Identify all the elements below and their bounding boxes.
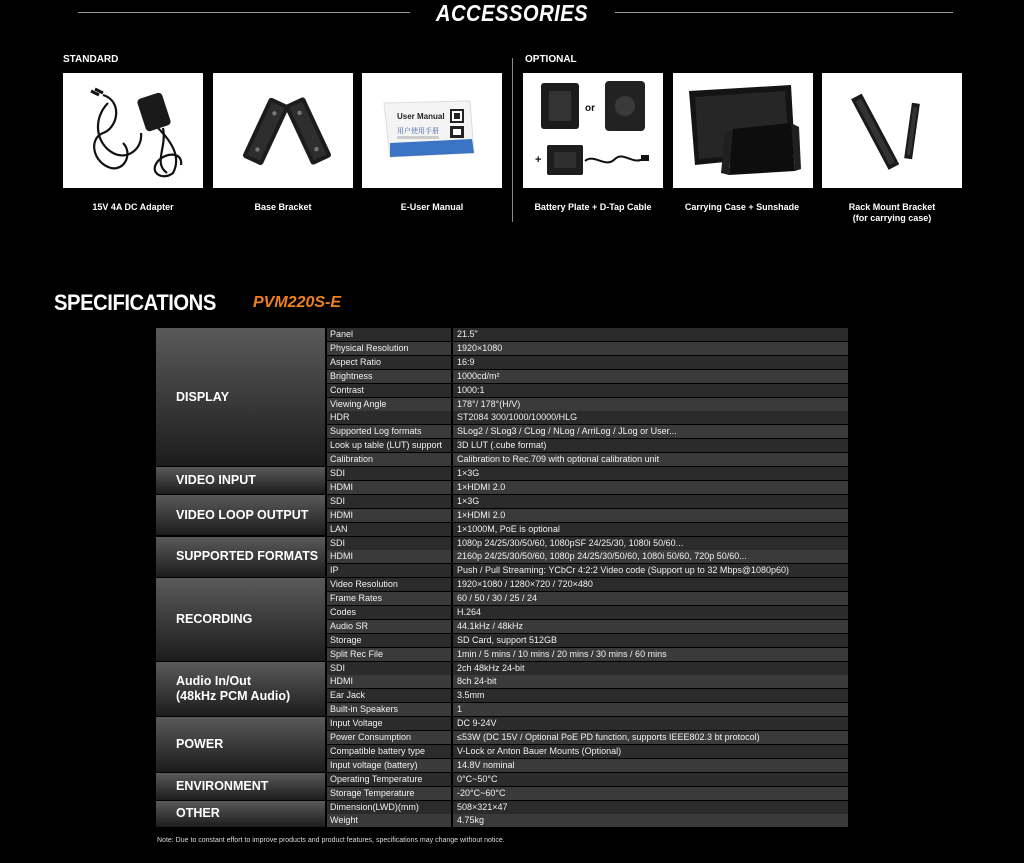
spec-key: HDMI [327, 481, 451, 494]
spec-value: 1920×1080 [453, 342, 848, 355]
spec-row [327, 356, 848, 369]
spec-value: 60 / 50 / 30 / 25 / 24 [453, 592, 848, 605]
spec-row [327, 675, 848, 688]
spec-value: 178°/ 178°(H/V) [453, 398, 848, 411]
spec-category-label: SUPPORTED FORMATS [176, 549, 319, 564]
optional-label: OPTIONAL [525, 54, 577, 65]
user-manual-image [362, 73, 502, 188]
spec-key: Built-in Speakers [327, 703, 451, 716]
spec-value: 16:9 [453, 356, 848, 369]
spec-key: Compatible battery type [327, 745, 451, 758]
spec-row [327, 662, 848, 675]
spec-value: 14.8V nominal [453, 759, 848, 772]
manual-icon [362, 73, 502, 188]
dc-adapter-caption: 15V 4A DC Adapter [92, 202, 174, 212]
spec-key: Panel [327, 328, 451, 341]
spec-key: HDMI [327, 675, 451, 688]
spec-value: 1 [453, 703, 848, 716]
spec-category [156, 801, 325, 828]
spec-value: Calibration to Rec.709 with optional calibration unit [453, 453, 848, 466]
bracket-icon [213, 73, 353, 188]
spec-key: Input voltage (battery) [327, 759, 451, 772]
spec-category-label: Audio In/Out [176, 673, 251, 688]
spec-key: SDI [327, 662, 451, 675]
spec-value: ≤53W (DC 15V / Optional PoE PD function, supports IEEE802.3 bt protocol) [453, 731, 848, 744]
spec-row [327, 509, 848, 522]
spec-row [327, 370, 848, 383]
spec-row [327, 328, 848, 341]
spec-value: SLog2 / SLog3 / CLog / NLog / ArriLog / JLog or User... [453, 425, 848, 438]
spec-row [327, 537, 848, 550]
spec-value: 44.1kHz / 48kHz [453, 620, 848, 633]
spec-value: Push / Pull Streaming: YCbCr 4:2:2 Video code (Support up to 32 Mbps@1080p60) [453, 564, 848, 577]
spec-group [156, 716, 848, 772]
spec-category-sublabel: (48kHz PCM Audio) [176, 688, 291, 703]
disclaimer-note: Note: Due to constant effort to improve products and product features, specifications may change without notice. [157, 837, 505, 844]
spec-row [327, 398, 848, 411]
spec-category [156, 328, 325, 466]
spec-row [327, 523, 848, 536]
spec-row [327, 425, 848, 438]
spec-key: Video Resolution [327, 578, 451, 591]
manual-image-title: User Manual [397, 112, 445, 121]
rack-mount-caption [817, 202, 967, 224]
spec-key: SDI [327, 537, 451, 550]
spec-row [327, 759, 848, 772]
base-bracket-caption: Base Bracket [254, 202, 312, 212]
spec-value: 3.5mm [453, 689, 848, 702]
spec-key: Supported Log formats [327, 425, 451, 438]
spec-key: Frame Rates [327, 592, 451, 605]
spec-row [327, 717, 848, 730]
spec-value: 1×HDMI 2.0 [453, 509, 848, 522]
spec-key: Physical Resolution [327, 342, 451, 355]
spec-category [156, 578, 325, 660]
spec-value: ST2084 300/1000/10000/HLG [453, 411, 848, 424]
spec-row [327, 787, 848, 800]
spec-group [156, 466, 848, 494]
spec-group [156, 772, 848, 800]
spec-category [156, 495, 325, 536]
spec-key: HDR [327, 411, 451, 424]
spec-group [156, 327, 848, 466]
spec-key: SDI [327, 467, 451, 480]
carrying-case-icon [673, 73, 813, 188]
spec-value: 21.5" [453, 328, 848, 341]
spec-group [156, 536, 848, 578]
spec-row [327, 578, 848, 591]
spec-row [327, 439, 848, 452]
spec-key: Power Consumption [327, 731, 451, 744]
accessories-title: ACCESSORIES [435, 0, 589, 26]
spec-category [156, 773, 325, 800]
spec-value: 1000:1 [453, 384, 848, 397]
rack-mount-caption-line1: Rack Mount Bracket [848, 202, 936, 212]
spec-category [156, 662, 325, 717]
spec-value: 8ch 24-bit [453, 675, 848, 688]
spec-key: Contrast [327, 384, 451, 397]
spec-row [327, 495, 848, 508]
section-divider [512, 58, 513, 222]
spec-row [327, 634, 848, 647]
spec-row [327, 703, 848, 716]
spec-value: 1×1000M, PoE is optional [453, 523, 848, 536]
spec-key: IP [327, 564, 451, 577]
spec-value: 1920×1080 / 1280×720 / 720×480 [453, 578, 848, 591]
carrying-case-caption: Carrying Case + Sunshade [684, 202, 800, 212]
spec-row [327, 606, 848, 619]
spec-category-label: DISPLAY [176, 389, 230, 404]
spec-key: Weight [327, 814, 451, 827]
spec-row [327, 773, 848, 786]
spec-category [156, 717, 325, 772]
carrying-case-image [673, 73, 813, 188]
manual-image-subtitle: 用户使用手册 [397, 127, 439, 135]
spec-key: Viewing Angle [327, 398, 451, 411]
spec-category [156, 537, 325, 578]
spec-key: HDMI [327, 550, 451, 563]
spec-value: 1×HDMI 2.0 [453, 481, 848, 494]
spec-value: 0°C~50°C [453, 773, 848, 786]
spec-row [327, 550, 848, 563]
spec-row [327, 592, 848, 605]
spec-group [156, 494, 848, 536]
spec-key: Ear Jack [327, 689, 451, 702]
spec-category-label: VIDEO LOOP OUTPUT [176, 507, 309, 522]
spec-category-label: VIDEO INPUT [176, 472, 256, 487]
spec-row [327, 411, 848, 424]
or-text: or [585, 103, 595, 114]
user-manual-caption: E-User Manual [400, 202, 464, 212]
spec-category-label: ENVIRONMENT [176, 778, 269, 793]
spec-row [327, 384, 848, 397]
spec-key: Input Voltage [327, 717, 451, 730]
spec-key: Codes [327, 606, 451, 619]
spec-value: V-Lock or Anton Bauer Mounts (Optional) [453, 745, 848, 758]
plus-text: + [535, 154, 542, 166]
battery-plate-caption: Battery Plate + D-Tap Cable [534, 202, 652, 212]
spec-row [327, 564, 848, 577]
rack-mount-image [822, 73, 962, 188]
spec-row [327, 689, 848, 702]
power-adapter-icon [63, 73, 203, 188]
spec-value: 4.75kg [453, 814, 848, 827]
spec-row [327, 648, 848, 661]
spec-value: 1×3G [453, 467, 848, 480]
spec-value: 1×3G [453, 495, 848, 508]
rack-mount-caption-line2: (for carrying case) [852, 213, 932, 223]
spec-row [327, 731, 848, 744]
spec-key: Audio SR [327, 620, 451, 633]
model-name: PVM220S-E [253, 294, 342, 311]
title-rule-left [78, 12, 410, 13]
spec-key: HDMI [327, 509, 451, 522]
battery-plate-icon [523, 73, 663, 188]
battery-plate-image [523, 73, 663, 188]
spec-key: LAN [327, 523, 451, 536]
spec-row [327, 467, 848, 480]
spec-key: Calibration [327, 453, 451, 466]
standard-label: STANDARD [63, 54, 119, 65]
spec-key: Split Rec File [327, 648, 451, 661]
spec-value: 2160p 24/25/30/50/60, 1080p 24/25/30/50/60, 1080i 50/60, 720p 50/60... [453, 550, 848, 563]
spec-category-label: OTHER [176, 806, 220, 821]
spec-value: 1min / 5 mins / 10 mins / 20 mins / 30 mins / 60 mins [453, 648, 848, 661]
spec-group [156, 800, 848, 828]
spec-key: Dimension(LWD)(mm) [327, 801, 451, 814]
spec-category [156, 467, 325, 494]
dc-adapter-image [63, 73, 203, 188]
spec-value: DC 9-24V [453, 717, 848, 730]
spec-value: SD Card, support 512GB [453, 634, 848, 647]
spec-value: -20°C~60°C [453, 787, 848, 800]
specifications-title: SPECIFICATIONS [54, 290, 216, 315]
spec-value: 1000cd/m² [453, 370, 848, 383]
spec-row [327, 745, 848, 758]
spec-group [156, 577, 848, 660]
spec-key: Aspect Ratio [327, 356, 451, 369]
spec-value: 3D LUT (.cube format) [453, 439, 848, 452]
spec-group [156, 661, 848, 717]
spec-row [327, 342, 848, 355]
spec-value: 2ch 48kHz 24-bit [453, 662, 848, 675]
spec-row [327, 801, 848, 814]
spec-key: Storage Temperature [327, 787, 451, 800]
base-bracket-image [213, 73, 353, 188]
spec-key: SDI [327, 495, 451, 508]
spec-key: Brightness [327, 370, 451, 383]
title-rule-right [615, 12, 953, 13]
spec-key: Operating Temperature [327, 773, 451, 786]
spec-row [327, 481, 848, 494]
spec-row [327, 814, 848, 827]
spec-key: Storage [327, 634, 451, 647]
spec-key: Look up table (LUT) support [327, 439, 451, 452]
spec-row [327, 620, 848, 633]
spec-category-label: POWER [176, 736, 224, 751]
rack-mount-icon [822, 73, 962, 188]
spec-row [327, 453, 848, 466]
spec-value: 508×321×47 [453, 801, 848, 814]
spec-value: H.264 [453, 606, 848, 619]
spec-value: 1080p 24/25/30/50/60, 1080pSF 24/25/30, 1080i 50/60... [453, 537, 848, 550]
spec-category-label: RECORDING [176, 611, 253, 626]
